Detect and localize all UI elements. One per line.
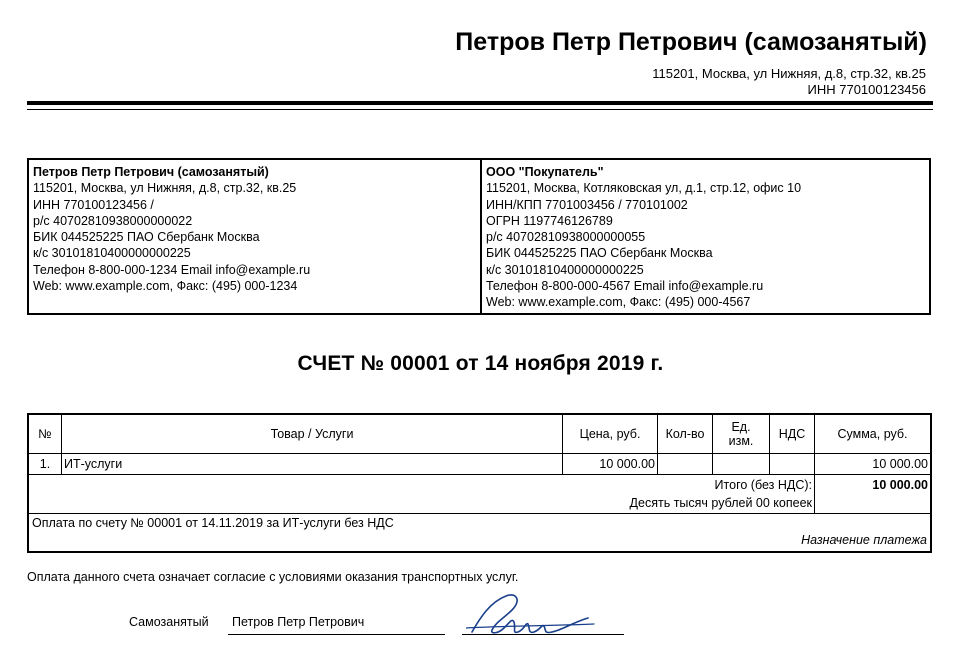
seller-line: Телефон 8-800-000-1234 Email info@example.ru [33,262,311,277]
seller-line: р/с 40702810938000000022 [33,213,193,228]
cell-vat [770,454,815,475]
cell-qty [658,454,713,475]
buyer-line: БИК 044525225 ПАО Сбербанк Москва [486,246,713,261]
seller-title: Петров Петр Петрович (самозанятый) [33,165,269,179]
cell-sum: 10 000.00 [815,454,932,475]
seller-line: Web: www.example.com, Факс: (495) 000-1234 [33,279,298,294]
signer-role: Самозанятый [129,615,209,629]
payment-purpose: Оплата по счету № 00001 от 14.11.2019 за ИТ-услуги без НДС [32,516,394,530]
seller-line: ИНН 770100123456 / [33,197,154,212]
buyer-details [482,160,931,313]
col-header-unit-line2: изм. [728,434,754,448]
header-divider-thick [27,101,933,105]
col-header-unit [713,414,770,454]
col-header-vat: НДС [770,414,815,454]
buyer-line: ИНН/КПП 7701003456 / 770101002 [486,197,688,212]
cell-num: 1. [28,454,62,475]
buyer-line: к/с 30101810400000000225 [486,262,644,277]
total-words: Десять тысяч рублей 00 копеек [629,496,812,510]
invoice-title: СЧЕТ № 00001 от 14 ноября 2019 г. [297,352,664,375]
col-header-num: № [28,414,62,454]
seller-line: 115201, Москва, ул Нижняя, д.8, стр.32, кв.25 [33,181,297,196]
total-row [28,475,931,514]
purpose-cell [28,514,931,553]
cell-price: 10 000.00 [563,454,658,475]
signer-name: Петров Петр Петрович [232,615,365,629]
items-table [27,413,932,553]
seller-line: к/с 30101810400000000225 [33,246,191,261]
seller-inn: ИНН 770100123456 [807,82,926,97]
buyer-line: 115201, Москва, Котляковская ул, д.1, стр.12, офис 10 [486,181,802,196]
col-header-price: Цена, руб. [563,414,658,454]
total-label: Итого (без НДС): [714,478,812,492]
total-label-cell [28,475,815,514]
col-header-name: Товар / Услуги [62,414,563,454]
buyer-line: р/с 40702810938000000055 [486,230,646,245]
col-header-sum: Сумма, руб. [815,414,932,454]
seller-details [29,160,482,313]
signature-name-line [228,634,445,635]
terms-note: Оплата данного счета означает согласие с условиями оказания транспортных услуг. [27,570,519,584]
handwritten-signature-icon [466,588,596,638]
table-header-row [28,414,931,454]
table-row [28,454,931,475]
header-divider-thin [27,109,933,110]
buyer-line: ОГРН 1197746126789 [486,213,613,228]
total-value: 10 000.00 [815,475,932,514]
parties-block [27,158,931,315]
cell-unit [713,454,770,475]
seller-address: 115201, Москва, ул Нижняя, д.8, стр.32, кв.25 [652,66,926,81]
buyer-line: Web: www.example.com, Факс: (495) 000-4567 [486,295,751,310]
seller-line: БИК 044525225 ПАО Сбербанк Москва [33,230,260,245]
seller-heading: Петров Петр Петрович (самозанятый) [455,28,927,56]
buyer-title: ООО "Покупатель" [486,165,604,179]
cell-name: ИТ-услуги [62,454,563,475]
col-header-qty: Кол-во [658,414,713,454]
buyer-line: Телефон 8-800-000-4567 Email info@example.ru [486,279,764,294]
payment-purpose-label: Назначение платежа [801,533,927,547]
purpose-row [28,514,931,553]
col-header-unit-line1: Ед. [731,420,751,434]
